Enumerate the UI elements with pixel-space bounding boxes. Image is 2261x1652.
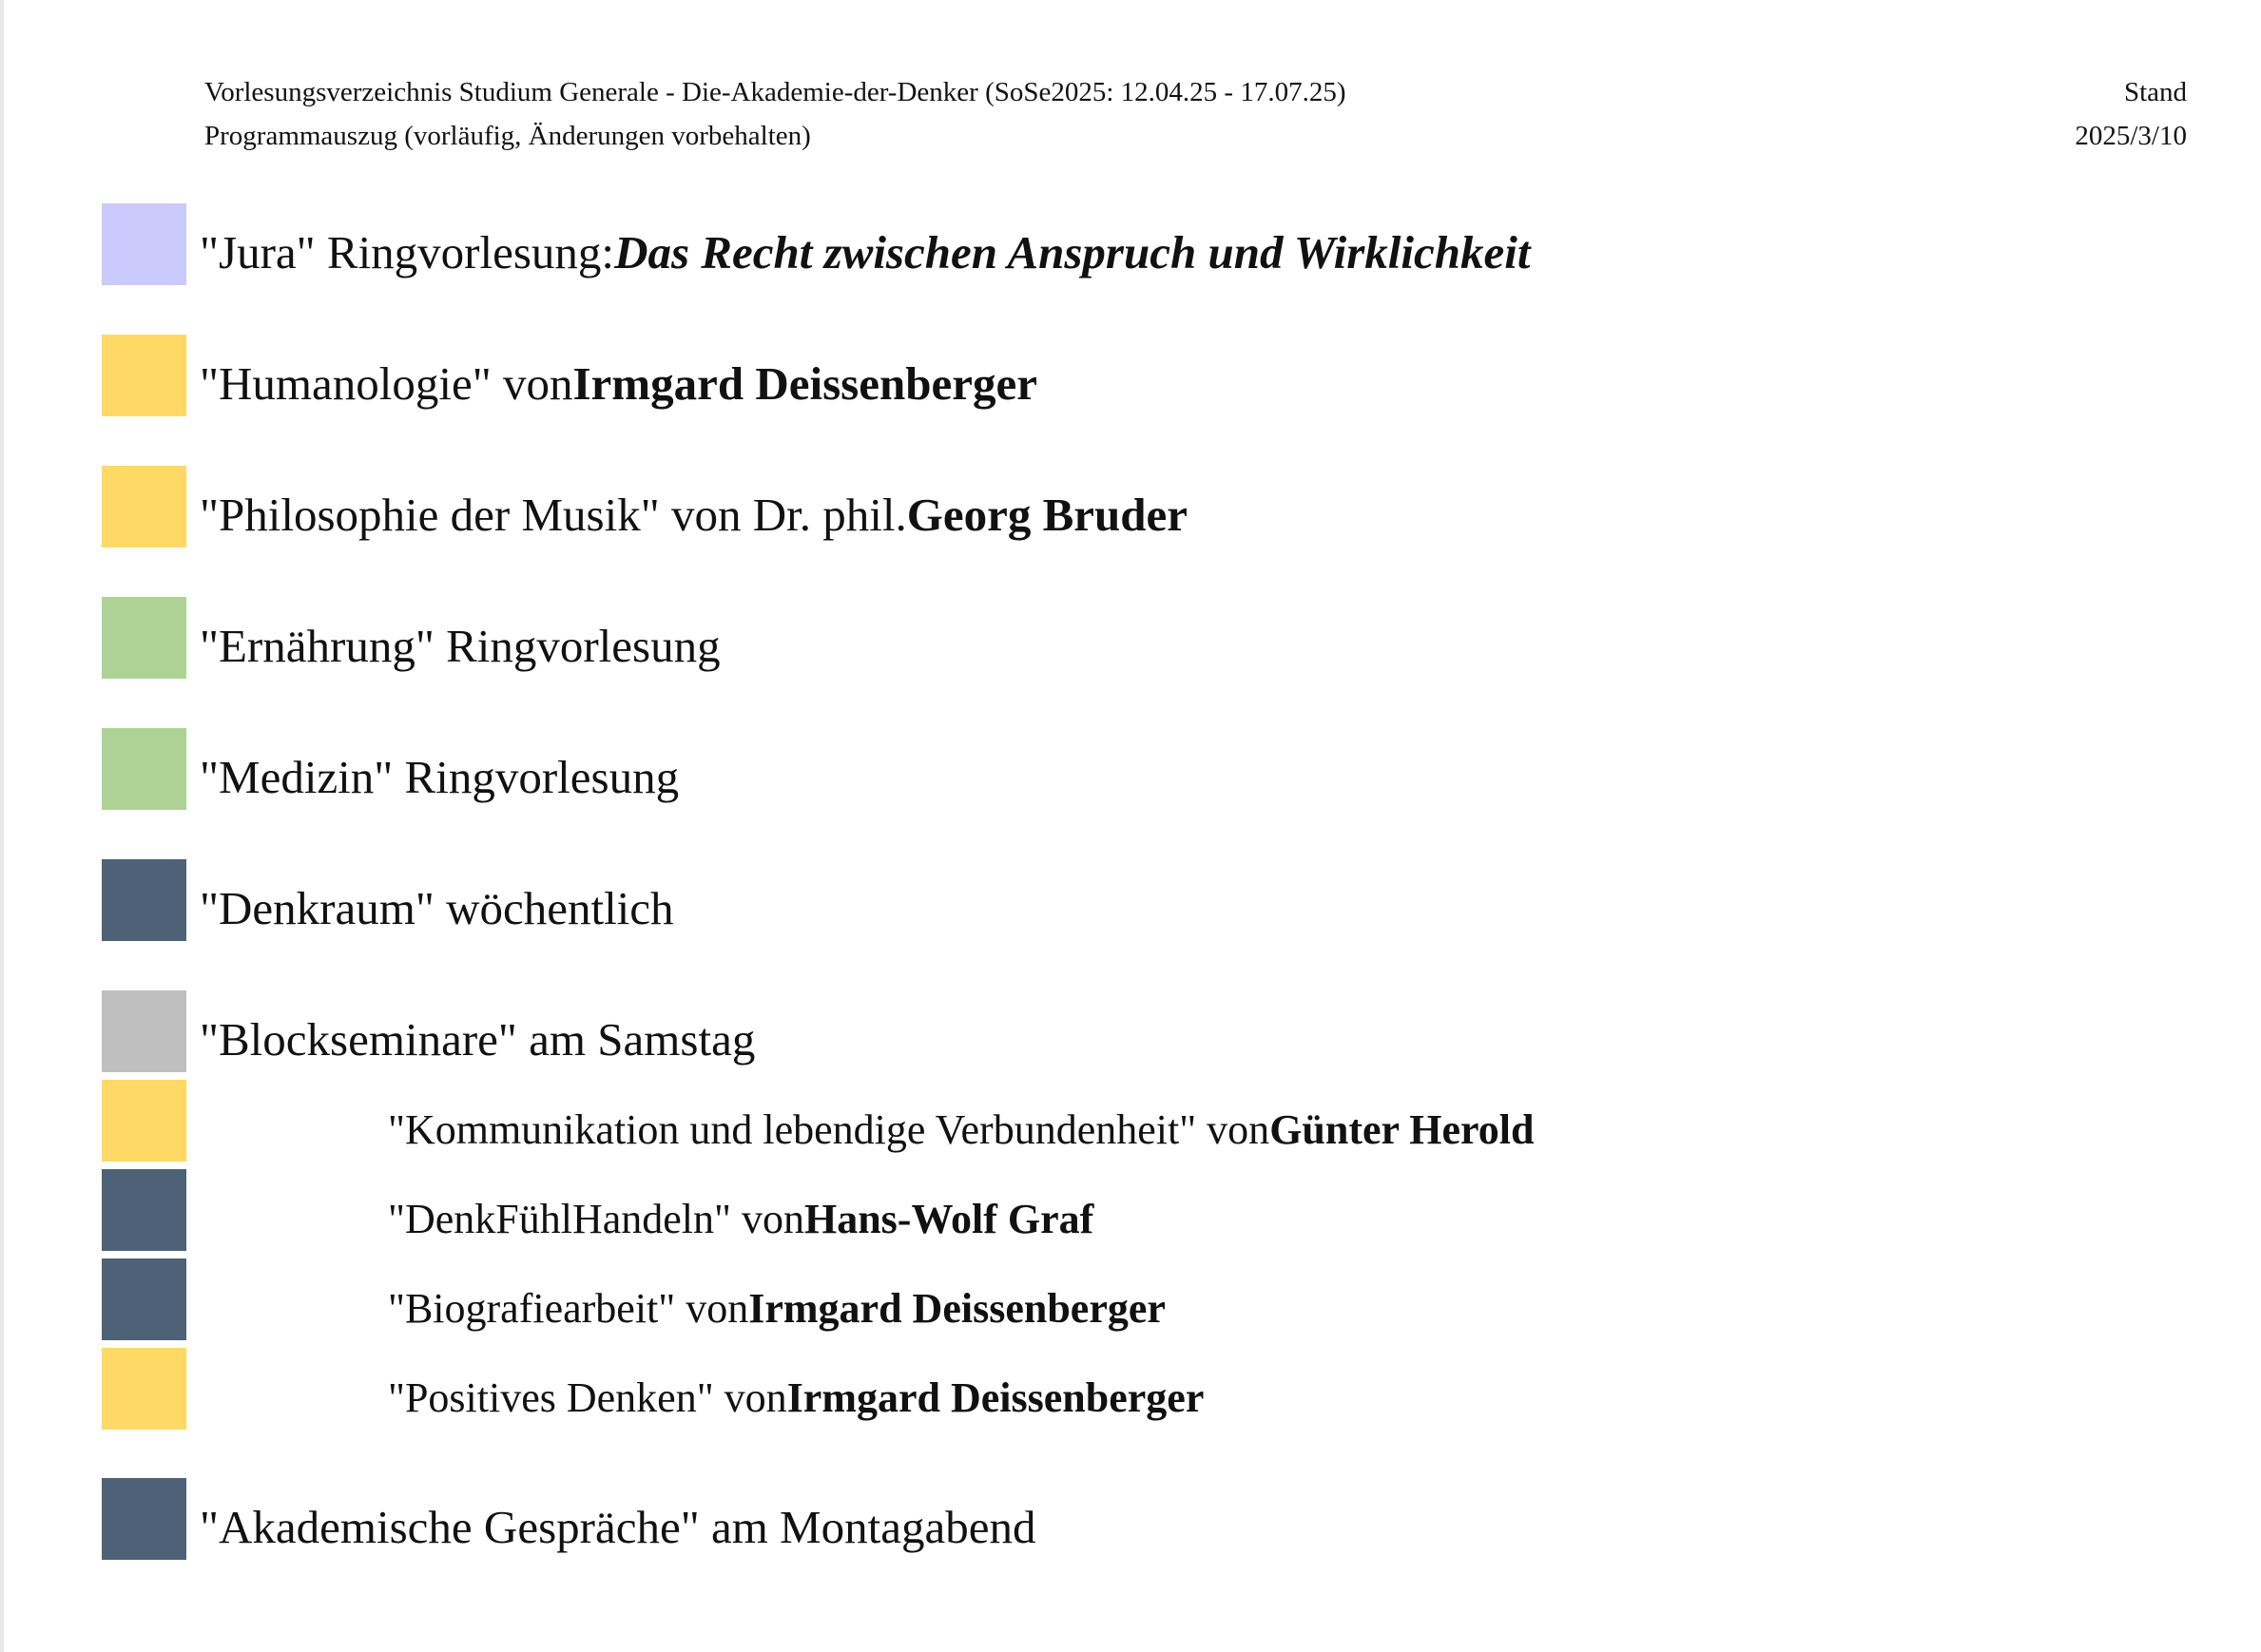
entry-text: "Humanologie" von xyxy=(200,356,573,410)
color-swatch xyxy=(102,990,186,1072)
entry-text: "Positives Denken" von xyxy=(388,1373,787,1421)
header-subtitle: Programmauszug (vorläufig, Änderungen vorbehalten) xyxy=(204,121,811,151)
entry-text: "DenkFühlHandeln" von xyxy=(388,1195,804,1242)
color-swatch xyxy=(102,1080,186,1162)
entry-text: "Blockseminare" am Samstag xyxy=(200,1012,756,1066)
legend-entry-akademische-gespraeche xyxy=(200,1486,1036,1567)
entry-text: "Biografiearbeit" von xyxy=(388,1284,749,1332)
entry-speaker: Irmgard Deissenberger xyxy=(748,1284,1166,1332)
entry-text: "Medizin" Ringvorlesung xyxy=(200,750,680,803)
legend-subentry-positives-denken xyxy=(388,1356,1204,1438)
legend-entry-denkraum xyxy=(200,867,674,949)
legend-entry-philosophie-der-musik xyxy=(200,473,1188,555)
entry-speaker: Hans-Wolf Graf xyxy=(803,1195,1094,1242)
legend-entry-humanologie xyxy=(200,342,1037,424)
legend-entry-ernaehrung xyxy=(200,605,721,686)
legend-entry-blockseminare xyxy=(200,998,755,1080)
legend-entry-medizin xyxy=(200,736,679,817)
header-stand-label: Stand xyxy=(2123,77,2187,107)
entry-speaker: Georg Bruder xyxy=(906,488,1188,541)
legend-entry-jura xyxy=(200,211,1531,293)
color-swatch xyxy=(102,1348,186,1430)
color-swatch xyxy=(102,859,186,941)
color-swatch xyxy=(102,1169,186,1251)
color-swatch xyxy=(102,203,186,285)
legend-subentry-kommunikation xyxy=(388,1088,1534,1170)
color-swatch xyxy=(102,1478,186,1560)
entry-speaker: Irmgard Deissenberger xyxy=(786,1373,1205,1421)
entry-text: "Denkraum" wöchentlich xyxy=(200,881,674,934)
entry-text: "Philosophie der Musik" von Dr. phil. xyxy=(200,488,907,541)
entry-speaker: Irmgard Deissenberger xyxy=(572,356,1038,410)
legend-subentry-biografiearbeit xyxy=(388,1267,1166,1349)
color-swatch xyxy=(102,335,186,416)
entry-text: "Ernährung" Ringvorlesung xyxy=(200,619,721,672)
color-swatch xyxy=(102,466,186,547)
entry-text: "Jura" Ringvorlesung: xyxy=(200,225,615,279)
color-swatch xyxy=(102,597,186,679)
header-title: Vorlesungsverzeichnis Studium Generale - Die-Akademie-der-Denker (SoSe2025: 12.04.25 - 17.07.25) xyxy=(204,77,1346,107)
header-stand-date: 2025/3/10 xyxy=(2075,121,2187,151)
color-swatch xyxy=(102,728,186,810)
entry-speaker: Günter Herold xyxy=(1269,1105,1535,1153)
legend-subentry-denkfuehlhandeln xyxy=(388,1178,1093,1259)
color-swatch xyxy=(102,1258,186,1340)
entry-text: "Kommunikation und lebendige Verbundenheit" von xyxy=(388,1105,1270,1153)
entry-text: "Akademische Gespräche" am Montagabend xyxy=(200,1500,1036,1553)
entry-emphasis: Das Recht zwischen Anspruch und Wirklichkeit xyxy=(614,225,1531,279)
